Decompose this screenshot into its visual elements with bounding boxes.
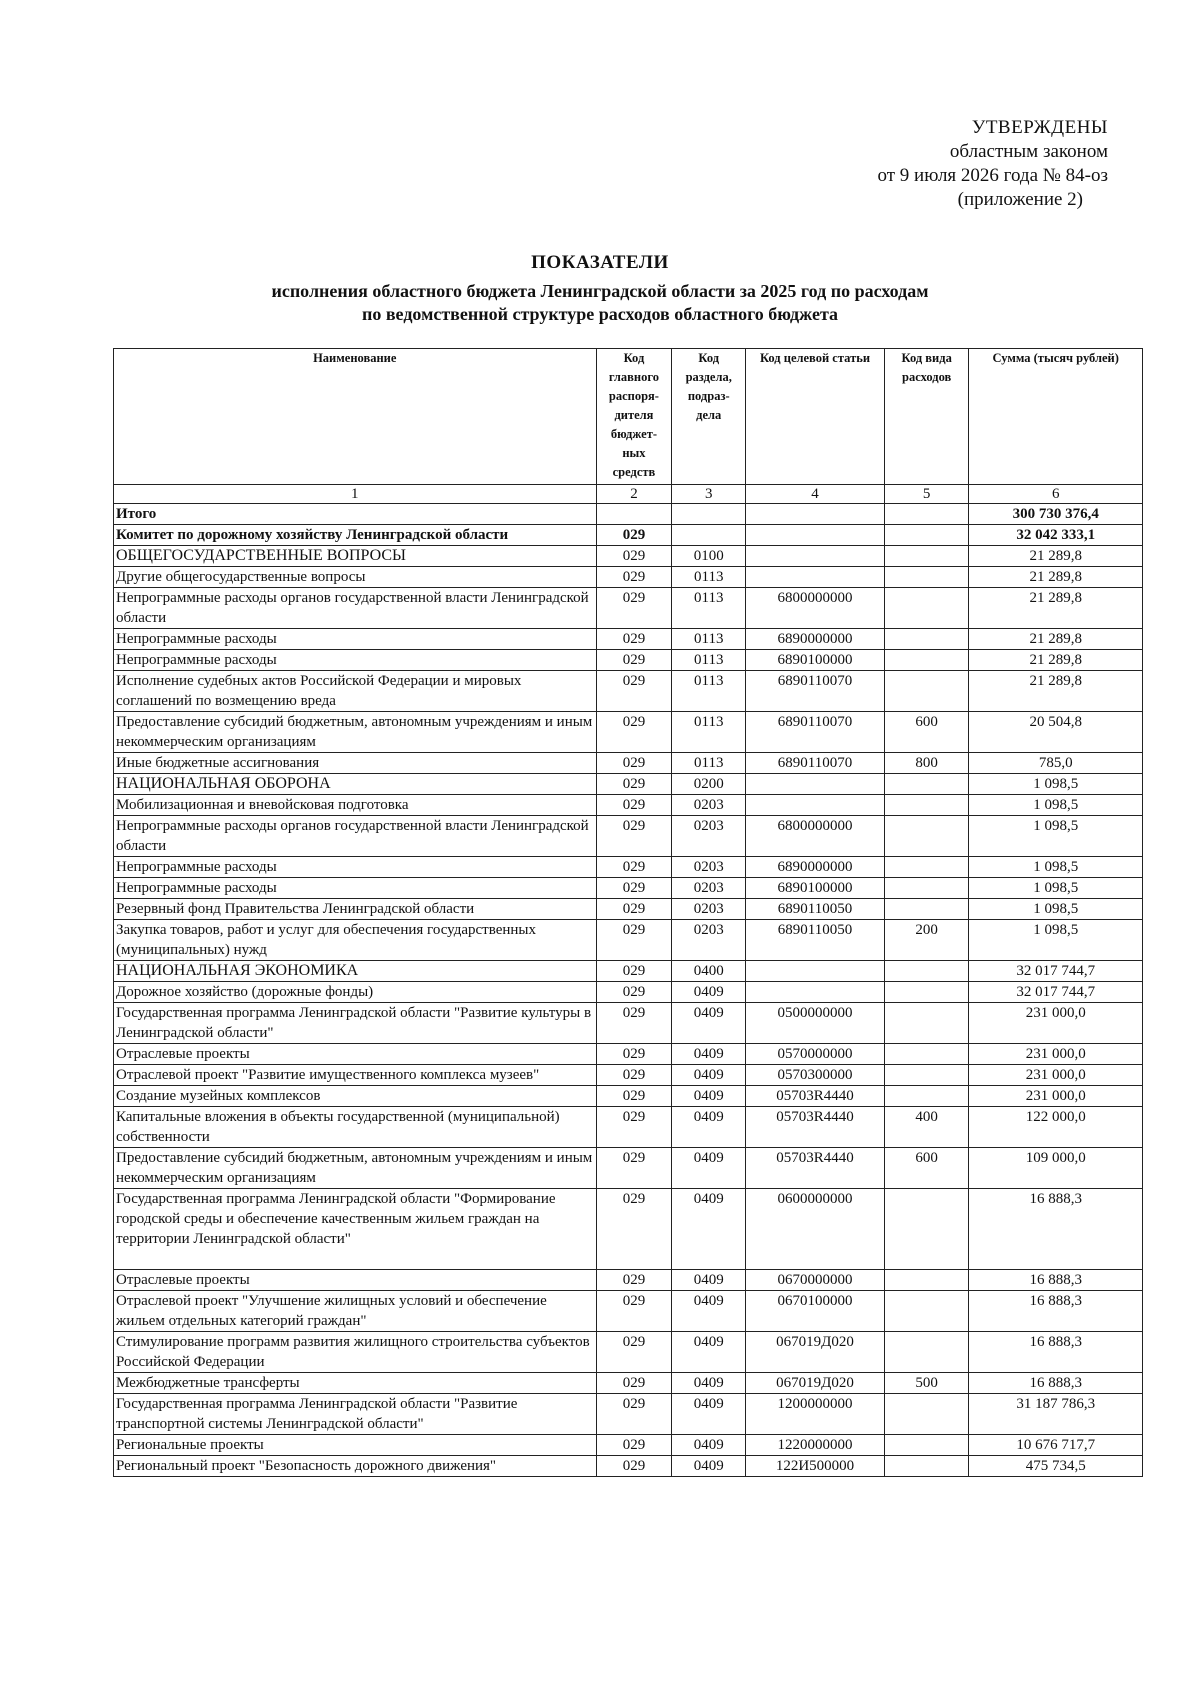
row-sum: 231 000,0	[969, 1044, 1143, 1065]
header-target-code: Код целевой статьи	[746, 349, 885, 485]
table-body	[114, 504, 1143, 1477]
row-sum: 10 676 717,7	[969, 1435, 1143, 1456]
row-grbs-code: 029	[596, 982, 672, 1003]
row-expense-type-code	[884, 588, 969, 629]
row-target-code: 6890110050	[746, 899, 885, 920]
table-row	[114, 878, 1143, 899]
row-expense-type-code	[884, 1044, 969, 1065]
column-number: 4	[746, 485, 885, 504]
row-section-code: 0113	[672, 629, 746, 650]
row-section-code: 0200	[672, 774, 746, 795]
row-expense-type-code: 500	[884, 1373, 969, 1394]
row-target-code: 0500000000	[746, 1003, 885, 1044]
row-section-code: 0409	[672, 1435, 746, 1456]
row-name: Мобилизационная и вневойсковая подготовка	[114, 795, 597, 816]
row-target-code: 6890110050	[746, 920, 885, 961]
row-section-code: 0113	[672, 753, 746, 774]
table-row	[114, 1189, 1143, 1270]
row-target-code: 067019Д020	[746, 1373, 885, 1394]
table-row	[114, 650, 1143, 671]
document-subtitle-2: по ведомственной структуре расходов областного бюджета	[361, 304, 839, 324]
approval-line-3: от 9 июля 2026 года № 84-оз	[877, 165, 1108, 186]
row-expense-type-code: 800	[884, 753, 969, 774]
row-section-code: 0409	[672, 1332, 746, 1373]
row-grbs-code: 029	[596, 712, 672, 753]
row-section-code: 0409	[672, 1065, 746, 1086]
row-name: Межбюджетные трансферты	[114, 1373, 597, 1394]
column-number-row	[114, 485, 1143, 504]
row-grbs-code: 029	[596, 588, 672, 629]
row-sum: 231 000,0	[969, 1065, 1143, 1086]
row-name: Непрограммные расходы	[114, 650, 597, 671]
row-target-code: 0570300000	[746, 1065, 885, 1086]
row-section-code: 0400	[672, 961, 746, 982]
header-expense-type-code: Код вида расходов	[884, 349, 969, 485]
row-section-code: 0409	[672, 1270, 746, 1291]
row-grbs-code: 029	[596, 1065, 672, 1086]
row-target-code: 6890110070	[746, 712, 885, 753]
column-number: 3	[672, 485, 746, 504]
row-name: Государственная программа Ленинградской области "Формирование городской среды и обеспечение качественным жильем граждан на территории Ленинградской области"	[114, 1189, 597, 1270]
row-section-code: 0113	[672, 567, 746, 588]
row-grbs-code: 029	[596, 1044, 672, 1065]
table-row	[114, 795, 1143, 816]
row-section-code: 0113	[672, 712, 746, 753]
row-target-code	[746, 795, 885, 816]
row-section-code	[672, 525, 746, 546]
row-section-code: 0203	[672, 920, 746, 961]
row-expense-type-code	[884, 1394, 969, 1435]
row-grbs-code: 029	[596, 878, 672, 899]
row-name: Предоставление субсидий бюджетным, автономным учреждениям и иным некоммерческим организациям	[114, 1148, 597, 1189]
row-expense-type-code	[884, 816, 969, 857]
row-sum: 16 888,3	[969, 1189, 1143, 1270]
row-sum: 231 000,0	[969, 1003, 1143, 1044]
budget-table	[113, 348, 1143, 1477]
row-name: Отраслевой проект "Развитие имущественного комплекса музеев"	[114, 1065, 597, 1086]
row-grbs-code: 029	[596, 753, 672, 774]
row-target-code: 6890000000	[746, 629, 885, 650]
row-sum: 475 734,5	[969, 1456, 1143, 1477]
row-sum: 21 289,8	[969, 671, 1143, 712]
approval-line-1: УТВЕРЖДЕНЫ	[971, 117, 1108, 138]
row-expense-type-code	[884, 961, 969, 982]
row-grbs-code: 029	[596, 857, 672, 878]
row-target-code: 6800000000	[746, 816, 885, 857]
row-target-code: 0600000000	[746, 1189, 885, 1270]
row-grbs-code: 029	[596, 1373, 672, 1394]
row-name: Комитет по дорожному хозяйству Ленинградской области	[114, 525, 597, 546]
table-row	[114, 712, 1143, 753]
row-grbs-code: 029	[596, 1291, 672, 1332]
row-expense-type-code	[884, 546, 969, 567]
row-expense-type-code	[884, 774, 969, 795]
row-target-code: 0670000000	[746, 1270, 885, 1291]
row-grbs-code: 029	[596, 1107, 672, 1148]
row-grbs-code	[596, 504, 672, 525]
row-name: Региональные проекты	[114, 1435, 597, 1456]
row-sum: 32 017 744,7	[969, 982, 1143, 1003]
approval-line-2: областным законом	[949, 141, 1108, 162]
row-name: Государственная программа Ленинградской области "Развитие транспортной системы Ленинградской области"	[114, 1394, 597, 1435]
table-row	[114, 1291, 1143, 1332]
row-section-code	[672, 504, 746, 525]
row-sum: 21 289,8	[969, 588, 1143, 629]
row-sum: 300 730 376,4	[969, 504, 1143, 525]
row-section-code: 0409	[672, 1107, 746, 1148]
row-expense-type-code	[884, 857, 969, 878]
row-sum: 16 888,3	[969, 1373, 1143, 1394]
row-sum: 109 000,0	[969, 1148, 1143, 1189]
table-row	[114, 857, 1143, 878]
row-name: Иные бюджетные ассигнования	[114, 753, 597, 774]
row-sum: 32 017 744,7	[969, 961, 1143, 982]
row-name: Итого	[114, 504, 597, 525]
row-sum: 31 187 786,3	[969, 1394, 1143, 1435]
table-row	[114, 920, 1143, 961]
row-name: Непрограммные расходы	[114, 629, 597, 650]
table-row	[114, 588, 1143, 629]
table-row	[114, 816, 1143, 857]
row-grbs-code: 029	[596, 1456, 672, 1477]
table-row	[114, 1332, 1143, 1373]
column-number: 5	[884, 485, 969, 504]
row-sum: 21 289,8	[969, 546, 1143, 567]
row-target-code: 6890100000	[746, 878, 885, 899]
row-name: Государственная программа Ленинградской области "Развитие культуры в Ленинградской области"	[114, 1003, 597, 1044]
row-section-code: 0203	[672, 899, 746, 920]
row-name: Предоставление субсидий бюджетным, автономным учреждениям и иным некоммерческим организациям	[114, 712, 597, 753]
row-grbs-code: 029	[596, 650, 672, 671]
row-section-code: 0203	[672, 857, 746, 878]
row-name: Капитальные вложения в объекты государственной (муниципальной) собственности	[114, 1107, 597, 1148]
row-name: Непрограммные расходы органов государственной власти Ленинградской области	[114, 816, 597, 857]
row-section-code: 0203	[672, 795, 746, 816]
row-target-code: 6890110070	[746, 753, 885, 774]
table-row	[114, 1435, 1143, 1456]
row-target-code	[746, 982, 885, 1003]
row-grbs-code: 029	[596, 899, 672, 920]
row-name: Исполнение судебных актов Российской Федерации и мировых соглашений по возмещению вреда	[114, 671, 597, 712]
row-target-code: 0570000000	[746, 1044, 885, 1065]
row-name: ОБЩЕГОСУДАРСТВЕННЫЕ ВОПРОСЫ	[114, 546, 597, 567]
row-sum: 16 888,3	[969, 1270, 1143, 1291]
approval-line-4: (приложение 2)	[957, 189, 1083, 210]
row-expense-type-code: 600	[884, 1148, 969, 1189]
row-name: Стимулирование программ развития жилищного строительства субъектов Российской Федерации	[114, 1332, 597, 1373]
row-expense-type-code	[884, 1003, 969, 1044]
row-target-code: 05703R4440	[746, 1148, 885, 1189]
row-expense-type-code	[884, 504, 969, 525]
row-section-code: 0203	[672, 816, 746, 857]
column-number: 6	[969, 485, 1143, 504]
table-row	[114, 629, 1143, 650]
table-header-row	[114, 349, 1143, 485]
row-grbs-code: 029	[596, 920, 672, 961]
row-target-code: 067019Д020	[746, 1332, 885, 1373]
row-grbs-code: 029	[596, 795, 672, 816]
row-expense-type-code	[884, 1435, 969, 1456]
row-expense-type-code: 600	[884, 712, 969, 753]
row-sum: 785,0	[969, 753, 1143, 774]
row-sum: 1 098,5	[969, 899, 1143, 920]
table-row	[114, 899, 1143, 920]
header-sum: Сумма (тысяч рублей)	[969, 349, 1143, 485]
row-target-code: 0670100000	[746, 1291, 885, 1332]
table-row	[114, 1394, 1143, 1435]
row-grbs-code: 029	[596, 1394, 672, 1435]
row-target-code	[746, 567, 885, 588]
row-expense-type-code	[884, 1065, 969, 1086]
table-row	[114, 567, 1143, 588]
row-name: Создание музейных комплексов	[114, 1086, 597, 1107]
row-grbs-code: 029	[596, 1086, 672, 1107]
row-expense-type-code	[884, 1291, 969, 1332]
table-row	[114, 1456, 1143, 1477]
document-title: ПОКАЗАТЕЛИ	[531, 252, 669, 273]
row-name: Непрограммные расходы	[114, 857, 597, 878]
row-section-code: 0203	[672, 878, 746, 899]
table-row	[114, 1270, 1143, 1291]
row-expense-type-code	[884, 525, 969, 546]
row-name: НАЦИОНАЛЬНАЯ ЭКОНОМИКА	[114, 961, 597, 982]
table-row	[114, 1044, 1143, 1065]
row-section-code: 0409	[672, 1148, 746, 1189]
row-expense-type-code	[884, 982, 969, 1003]
row-expense-type-code: 200	[884, 920, 969, 961]
table-row	[114, 1086, 1143, 1107]
row-expense-type-code	[884, 899, 969, 920]
table-row	[114, 671, 1143, 712]
row-expense-type-code	[884, 1086, 969, 1107]
header-grbs-code: Код главного распоря- дителя бюджет- ных средств	[596, 349, 672, 485]
row-sum: 16 888,3	[969, 1332, 1143, 1373]
row-sum: 21 289,8	[969, 567, 1143, 588]
table-row	[114, 1107, 1143, 1148]
approval-stamp	[848, 116, 1108, 212]
row-sum: 21 289,8	[969, 629, 1143, 650]
row-section-code: 0409	[672, 982, 746, 1003]
row-name: Региональный проект "Безопасность дорожного движения"	[114, 1456, 597, 1477]
document-subtitle-1: исполнения областного бюджета Ленинградской области за 2025 год по расходам	[271, 281, 929, 301]
row-grbs-code: 029	[596, 1435, 672, 1456]
table-row	[114, 1003, 1143, 1044]
row-section-code: 0409	[672, 1044, 746, 1065]
row-sum: 1 098,5	[969, 816, 1143, 857]
row-sum: 32 042 333,1	[969, 525, 1143, 546]
row-expense-type-code	[884, 567, 969, 588]
row-expense-type-code	[884, 650, 969, 671]
row-sum: 1 098,5	[969, 878, 1143, 899]
row-target-code	[746, 961, 885, 982]
row-grbs-code: 029	[596, 774, 672, 795]
row-grbs-code: 029	[596, 1189, 672, 1270]
row-name: Дорожное хозяйство (дорожные фонды)	[114, 982, 597, 1003]
row-sum: 21 289,8	[969, 650, 1143, 671]
table-row	[114, 1148, 1143, 1189]
row-name: Непрограммные расходы	[114, 878, 597, 899]
row-expense-type-code	[884, 1456, 969, 1477]
row-section-code: 0113	[672, 588, 746, 629]
row-expense-type-code: 400	[884, 1107, 969, 1148]
row-grbs-code: 029	[596, 629, 672, 650]
table-row	[114, 982, 1143, 1003]
table-row	[114, 1065, 1143, 1086]
row-name: Другие общегосударственные вопросы	[114, 567, 597, 588]
row-target-code: 1200000000	[746, 1394, 885, 1435]
row-sum: 1 098,5	[969, 774, 1143, 795]
column-number: 2	[596, 485, 672, 504]
row-target-code: 6800000000	[746, 588, 885, 629]
row-expense-type-code	[884, 795, 969, 816]
row-sum: 231 000,0	[969, 1086, 1143, 1107]
row-target-code: 122И500000	[746, 1456, 885, 1477]
row-name: Отраслевой проект "Улучшение жилищных условий и обеспечение жильем отдельных категорий граждан"	[114, 1291, 597, 1332]
table-row	[114, 546, 1143, 567]
row-sum: 122 000,0	[969, 1107, 1143, 1148]
row-target-code	[746, 774, 885, 795]
row-grbs-code: 029	[596, 671, 672, 712]
row-target-code: 6890100000	[746, 650, 885, 671]
row-name: Отраслевые проекты	[114, 1270, 597, 1291]
row-expense-type-code	[884, 629, 969, 650]
table-row	[114, 961, 1143, 982]
column-number: 1	[114, 485, 597, 504]
table-row	[114, 753, 1143, 774]
row-section-code: 0409	[672, 1003, 746, 1044]
row-target-code: 05703R4440	[746, 1086, 885, 1107]
row-section-code: 0409	[672, 1373, 746, 1394]
row-grbs-code: 029	[596, 1148, 672, 1189]
row-target-code	[746, 504, 885, 525]
row-grbs-code: 029	[596, 961, 672, 982]
row-target-code: 05703R4440	[746, 1107, 885, 1148]
row-section-code: 0409	[672, 1291, 746, 1332]
row-name: Непрограммные расходы органов государственной власти Ленинградской области	[114, 588, 597, 629]
table-row	[114, 504, 1143, 525]
row-name: НАЦИОНАЛЬНАЯ ОБОРОНА	[114, 774, 597, 795]
row-grbs-code: 029	[596, 1332, 672, 1373]
table-row	[114, 1373, 1143, 1394]
row-expense-type-code	[884, 878, 969, 899]
row-grbs-code: 029	[596, 525, 672, 546]
row-section-code: 0113	[672, 671, 746, 712]
table-row	[114, 525, 1143, 546]
row-expense-type-code	[884, 1189, 969, 1270]
table-row	[114, 774, 1143, 795]
row-name: Отраслевые проекты	[114, 1044, 597, 1065]
row-sum: 16 888,3	[969, 1291, 1143, 1332]
row-section-code: 0113	[672, 650, 746, 671]
row-grbs-code: 029	[596, 546, 672, 567]
row-sum: 1 098,5	[969, 795, 1143, 816]
row-target-code: 6890110070	[746, 671, 885, 712]
row-target-code: 6890000000	[746, 857, 885, 878]
header-name: Наименование	[114, 349, 597, 485]
row-target-code	[746, 525, 885, 546]
row-target-code	[746, 546, 885, 567]
row-section-code: 0409	[672, 1189, 746, 1270]
row-expense-type-code	[884, 671, 969, 712]
row-section-code: 0409	[672, 1086, 746, 1107]
row-target-code: 1220000000	[746, 1435, 885, 1456]
header-section-code: Код раздела, подраз- дела	[672, 349, 746, 485]
row-sum: 1 098,5	[969, 920, 1143, 961]
row-section-code: 0100	[672, 546, 746, 567]
row-grbs-code: 029	[596, 816, 672, 857]
row-expense-type-code	[884, 1332, 969, 1373]
row-section-code: 0409	[672, 1456, 746, 1477]
row-expense-type-code	[884, 1270, 969, 1291]
row-sum: 1 098,5	[969, 857, 1143, 878]
row-name: Резервный фонд Правительства Ленинградской области	[114, 899, 597, 920]
row-name: Закупка товаров, работ и услуг для обеспечения государственных (муниципальных) нужд	[114, 920, 597, 961]
row-grbs-code: 029	[596, 1270, 672, 1291]
row-sum: 20 504,8	[969, 712, 1143, 753]
row-grbs-code: 029	[596, 567, 672, 588]
row-grbs-code: 029	[596, 1003, 672, 1044]
row-section-code: 0409	[672, 1394, 746, 1435]
